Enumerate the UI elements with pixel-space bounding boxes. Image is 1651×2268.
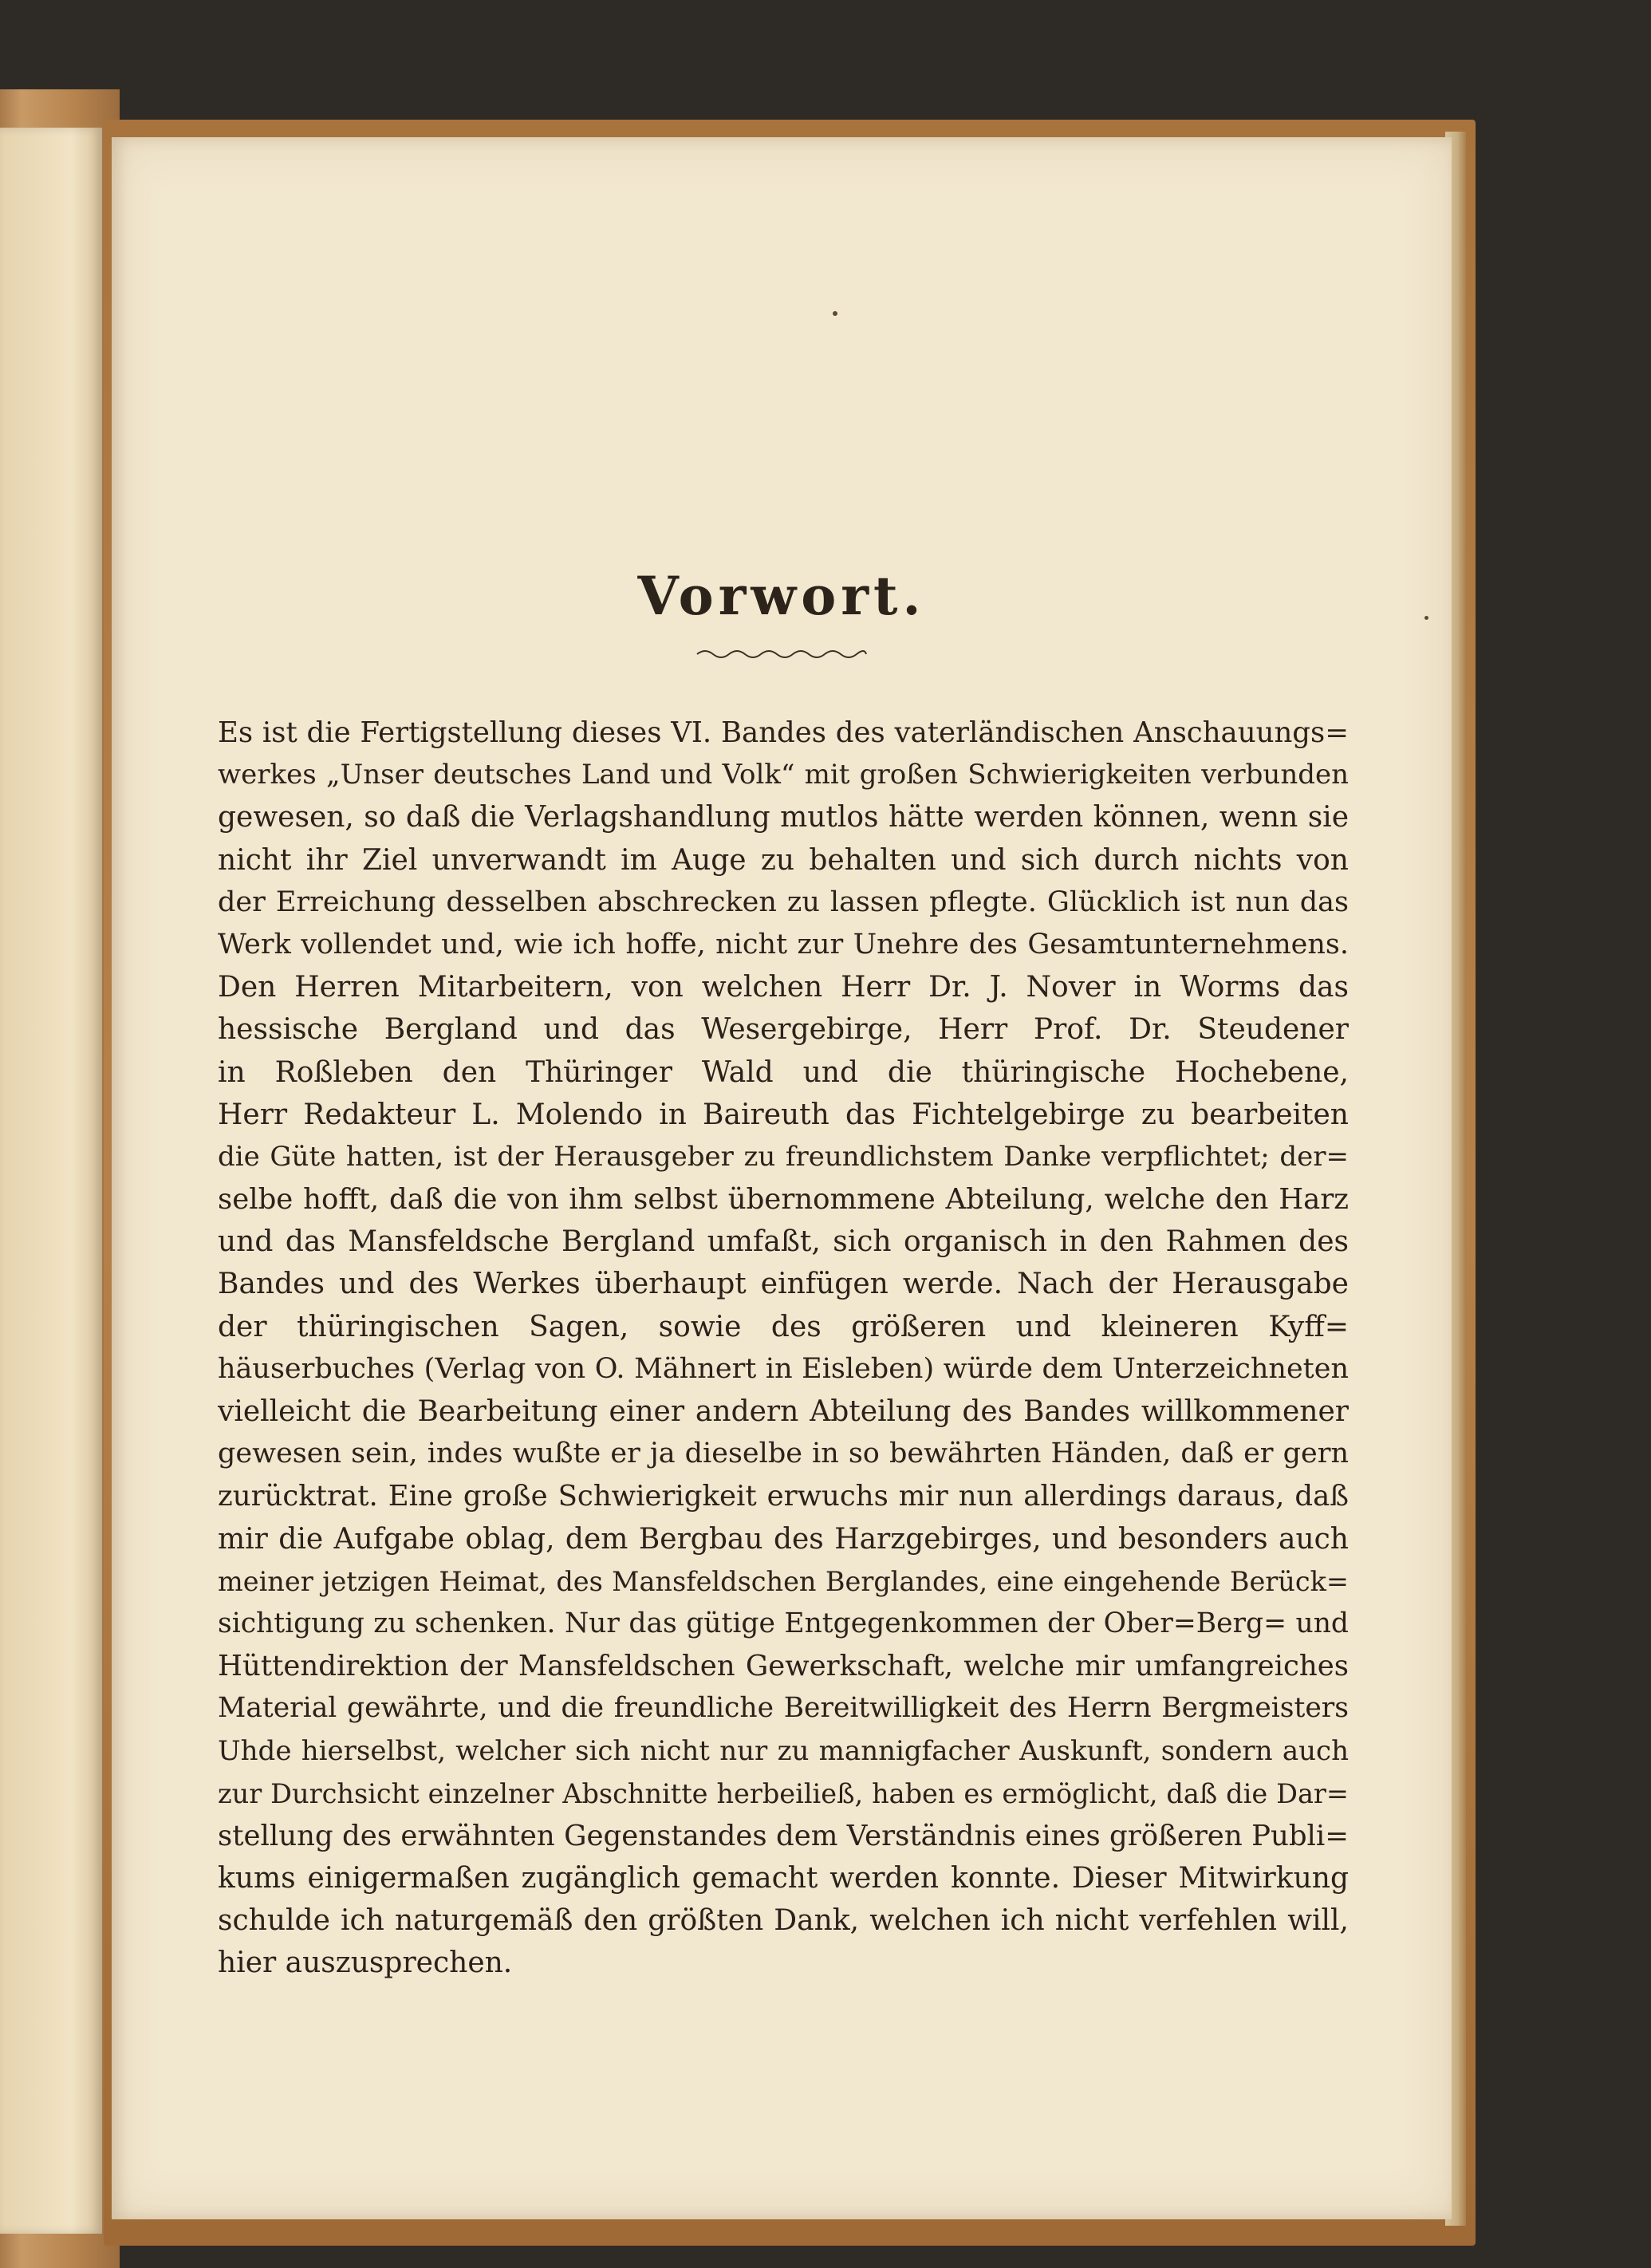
text-line: hier auszusprechen. <box>218 1947 513 1980</box>
text-line: und das Mansfeldsche Bergland umfaßt, sich organisch in den Rahmen des <box>218 1225 1349 1259</box>
text-line: stellung des erwähnten Gegenstandes dem Verständnis eines größeren Publi= <box>218 1819 1349 1852</box>
wave-ornament-icon <box>694 646 869 662</box>
text-line: schulde ich naturgemäß den größten Dank, welchen ich nicht verfehlen will, <box>218 1904 1349 1938</box>
text-line: Uhde hierselbst, welcher sich nicht nur zu mannigfacher Auskunft, sondern auch <box>218 1734 1349 1767</box>
text-line: Werk vollendet und, wie ich hoffe, nicht zur Unehre des Gesamtunternehmens. <box>218 928 1349 960</box>
text-line: Herr Redakteur L. Molendo in Baireuth das Fichtelgebirge zu bearbeiten <box>218 1098 1349 1131</box>
text-line: der thüringischen Sagen, sowie des größeren und kleineren Kyff= <box>218 1310 1349 1343</box>
text-line: Es ist die Fertigstellung dieses VI. Bandes des vaterländischen Anschauungs= <box>218 716 1349 749</box>
text-line: die Güte hatten, ist der Herausgeber zu freundlichstem Danke verpflichtet; der= <box>218 1140 1349 1173</box>
text-line: kums einigermaßen zugänglich gemacht werden konnte. Dieser Mitwirkung <box>218 1862 1349 1895</box>
text-line: gewesen, so daß die Verlagshandlung mutlos hätte werden können, wenn sie <box>218 801 1349 834</box>
text-line: nicht ihr Ziel unverwandt im Auge zu behalten und sich durch nichts von <box>218 843 1349 877</box>
text-line: hessische Bergland und das Wesergebirge, Herr Prof. Dr. Steudener <box>218 1013 1349 1047</box>
page-title: Vorwort. <box>637 565 926 627</box>
text-line: zurücktrat. Eine große Schwierigkeit erwuchs mir nun allerdings daraus, daß <box>218 1480 1349 1513</box>
text-line: zur Durchsicht einzelner Abschnitte herbeiließ, haben es ermöglicht, daß die Dar= <box>218 1777 1349 1809</box>
text-line: der Erreichung desselben abschrecken zu lassen pflegte. Glücklich ist nun das <box>218 886 1349 918</box>
text-line: vielleicht die Bearbeitung einer andern Abteilung des Bandes willkommener <box>218 1395 1349 1428</box>
left-page <box>0 128 102 2234</box>
text-line: werkes „Unser deutsches Land und Volk“ mit großen Schwierigkeiten verbunden <box>218 759 1349 791</box>
paper-speck <box>1424 616 1428 620</box>
text-line: in Roßleben den Thüringer Wald und die thüringische Hochebene, <box>218 1055 1349 1089</box>
text-line: mir die Aufgabe oblag, dem Bergbau des Harzgebirges, und besonders auch <box>218 1522 1349 1556</box>
text-line: gewesen sein, indes wußte er ja dieselbe in so bewährten Händen, daß er gern <box>218 1438 1349 1470</box>
text-line: Den Herren Mitarbeitern, von welchen Herr Dr. J. Nover in Worms das <box>218 971 1349 1004</box>
text-line: selbe hofft, daß die von ihm selbst übernommene Abteilung, welche den Harz <box>218 1183 1349 1217</box>
preface-body <box>218 712 1349 1985</box>
text-line: häuserbuches (Verlag von O. Mähnert in Eisleben) würde dem Unterzeichneten <box>218 1352 1349 1385</box>
text-line: Material gewährte, und die freundliche Bereitwilligkeit des Herrn Bergmeisters <box>218 1692 1349 1725</box>
text-line: Hüttendirektion der Mansfeldschen Gewerkschaft, welche mir umfangreiches <box>218 1650 1349 1683</box>
title-ornament <box>694 646 869 662</box>
text-line: sichtigung zu schenken. Nur das gütige Entgegenkommen der Ober=Berg= und <box>218 1607 1349 1639</box>
document-page <box>112 137 1452 2219</box>
text-line: Bandes und des Werkes überhaupt einfügen werde. Nach der Herausgabe <box>218 1268 1349 1301</box>
text-line: meiner jetzigen Heimat, des Mansfeldschen Berglandes, eine eingehende Berück= <box>218 1565 1349 1597</box>
paper-speck <box>833 311 837 316</box>
